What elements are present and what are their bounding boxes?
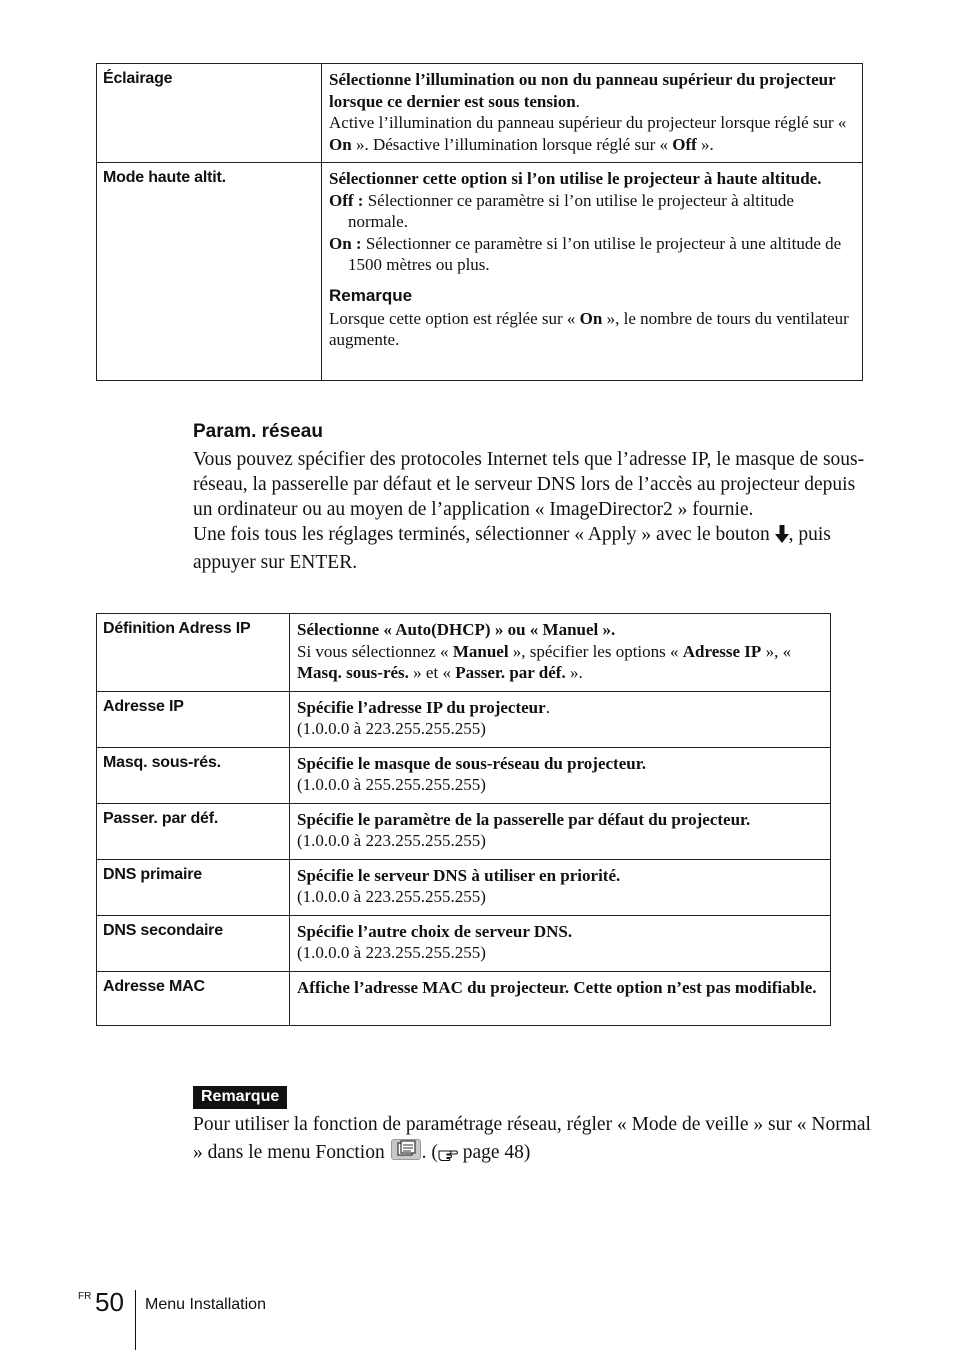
table-row [97,747,831,803]
section-title: Param. réseau [193,421,323,442]
value-range: (1.0.0.0 à 223.255.255.255) [297,719,486,738]
network-settings-table [96,613,831,1026]
row-description [290,859,831,915]
description-title-end: . [545,697,550,717]
row-description [290,614,831,692]
apply-text: , puis appuyer sur ENTER. [193,524,831,573]
note-heading: Remarque [329,285,413,305]
pointing-hand-icon [438,1143,458,1168]
description-title: Spécifie l’adresse IP du projecteur [297,697,546,717]
table-row [97,163,863,381]
function-menu-icon [390,1137,422,1168]
row-description [290,747,831,803]
option-key: Off : [329,190,364,210]
keyword: Passer. par déf. [455,663,566,682]
description-title: Sélectionne l’illumination ou non du panneau supérieur du projecteur lorsque ce dernier est sous tension [329,70,836,111]
page-number: 50 [95,1287,124,1317]
footer-section-name: Menu Installation [145,1296,266,1313]
description-title: Spécifie le masque de sous-réseau du projecteur. [297,753,646,773]
table-row [97,803,831,859]
table-row [97,915,831,971]
remark-text-part: Pour utiliser la fonction de paramétrage réseau, régler « Mode de veille » sur « Normal » dans le menu Fonction [193,1114,871,1163]
keyword-on: On [329,134,352,154]
text-part: Si vous sélectionnez « [297,641,453,661]
row-label: Passer. par déf. [97,803,290,859]
description-text: ». Désactive l’illumination lorsque réglé sur « [351,134,673,154]
description-title: Sélectionne « Auto(DHCP) » ou « Manuel ». [297,620,616,639]
keyword-off: Off [672,134,697,154]
down-arrow-icon [775,525,789,550]
row-label: Définition Adress IP [97,614,290,692]
row-label: DNS secondaire [97,915,290,971]
description-text: ». [696,134,714,154]
table-row [97,614,831,692]
note-text-part: », le nombre de tours du ventilateur augmente. [329,308,849,349]
option-off [329,190,856,233]
note-text [329,308,856,351]
row-label: Adresse IP [97,691,290,747]
table-row [97,64,863,163]
option-key: On : [329,233,362,253]
row-description [290,691,831,747]
apply-text: Une fois tous les réglages terminés, sélectionner « Apply » avec le bouton [193,524,775,545]
keyword: Manuel [452,641,509,661]
value-range: (1.0.0.0 à 223.255.255.255) [297,831,486,850]
table-row [97,691,831,747]
value-range: (1.0.0.0 à 223.255.255.255) [297,943,486,962]
row-label: Adresse MAC [97,971,290,1025]
option-text: Sélectionner ce paramètre si l’on utilise le projecteur à altitude normale. [348,190,794,231]
description-title: Spécifie le serveur DNS à utiliser en priorité. [297,865,621,885]
row-label: Éclairage [97,64,322,163]
description-title: Affiche l’adresse MAC du projecteur. Cette option n’est pas modifiable. [297,977,817,997]
language-code: FR [78,1291,92,1302]
remark-text-part: . ( [421,1142,438,1163]
keyword: Masq. sous-rés. [297,663,409,682]
row-description [290,971,831,1025]
description-title-end: . [575,91,580,111]
description-text [297,641,824,684]
description-text: Active l’illumination du panneau supérieur du projecteur lorsque réglé sur « [329,113,847,132]
option-on [329,233,856,276]
value-range: (1.0.0.0 à 223.255.255.255) [297,887,486,906]
text-part: ». [565,663,583,682]
keyword-on: On [579,308,603,328]
intro-paragraph: Vous pouvez spécifier des protocoles Internet tels que l’adresse IP, le masque de sous-réseau, la passerelle par défaut et le serveur DNS lors de l’accès au projecteur depuis un ordinateur ou au moyen de l’application « ImageDirector2 » fournie. [193,449,865,520]
note-text-part: Lorsque cette option est réglée sur « [329,308,580,328]
text-part: », spécifier les options « [508,641,683,661]
table-row [97,859,831,915]
description-title: Sélectionner cette option si l’on utilise le projecteur à haute altitude. [329,169,822,188]
text-part: » et « [408,663,456,682]
keyword: Adresse IP [682,641,762,661]
row-description [322,64,863,163]
remark-text [193,1112,873,1168]
description-title: Spécifie l’autre choix de serveur DNS. [297,921,573,941]
section-intro [193,447,873,575]
intro-paragraph-apply [193,522,873,575]
value-range: (1.0.0.0 à 255.255.255.255) [297,775,486,794]
row-description [290,915,831,971]
option-text: Sélectionner ce paramètre si l’on utilise le projecteur à une altitude de 1500 mètres ou plus. [348,233,842,274]
footer-divider [135,1290,136,1350]
description-title: Spécifie le paramètre de la passerelle par défaut du projecteur. [297,809,751,829]
text-part: », « [761,641,792,661]
remark-badge: Remarque [193,1086,287,1109]
row-label: Mode haute altit. [97,163,322,381]
row-description [290,803,831,859]
table-row [97,971,831,1025]
row-description [322,163,863,381]
remark-text-part: page 48) [457,1142,531,1163]
settings-table-lighting-altitude [96,63,863,381]
row-label: DNS primaire [97,859,290,915]
row-label: Masq. sous-rés. [97,747,290,803]
